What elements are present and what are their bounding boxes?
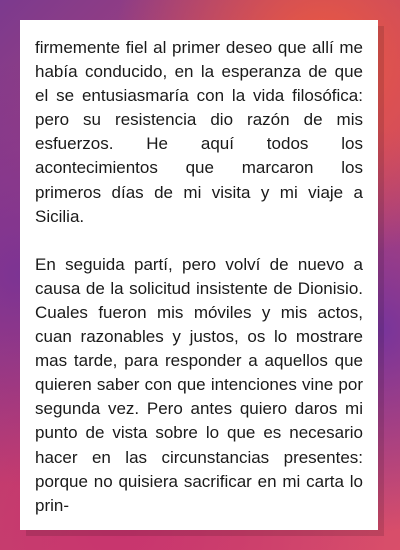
- document-page: [20, 20, 378, 530]
- document-body: [35, 36, 363, 518]
- paragraph-1: firmemente fiel al primer deseo que allí me había conducido, en la esperanza de que el se entusiasmaría con la vida filosófica: pero su resistencia dio razón de mis esfuerzos. He aquí todos los acontecimientos que marcaron los primeros días de mi visita y mi viaje a Sicilia.: [35, 38, 363, 226]
- paragraph-2: En seguida partí, pero volví de nuevo a causa de la solicitud insistente de Dionisio. Cuales fueron mis móviles y mis actos, cuan razonables y justos, os lo mostrare mas tarde, para responder a aquellos que quieren saber con que intenciones vine por segunda vez. Pero antes quiero daros mi punto de vista sobre lo que es necesario hacer en las circunstancias presentes: porque no quisiera sacrificar en mi carta lo prin-: [35, 254, 363, 515]
